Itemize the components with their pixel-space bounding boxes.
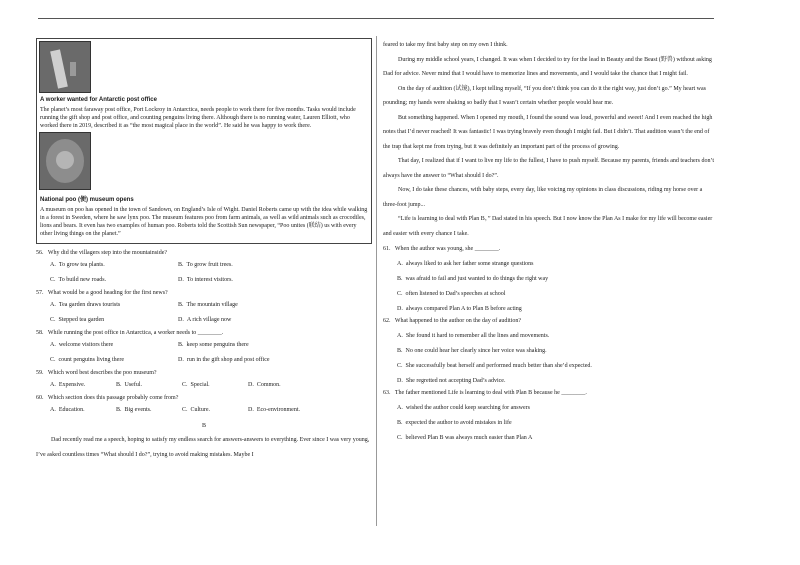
left-questions bbox=[36, 249, 372, 414]
option[interactable]: D. She regretted not accepting Dad’s advice. bbox=[397, 378, 506, 384]
news-heading-2: National poo (便) museum opens bbox=[40, 197, 134, 203]
passage-paragraph: Now, I do take these chances, with baby steps, every day, like voicing my opinions in class discussions, riding my horse over a three-foot jump... bbox=[383, 187, 703, 208]
left-column bbox=[36, 38, 372, 462]
column-divider bbox=[376, 36, 377, 526]
option[interactable]: C. She successfully beat herself and performed much better than she’d expected. bbox=[397, 363, 592, 369]
option[interactable]: B. Useful. bbox=[116, 382, 142, 388]
option[interactable]: C. count penguins living there bbox=[50, 357, 124, 363]
passage-paragraph: But something happened. When I opened my mouth, I found the sound was loud, powerful and sweet! And I even reached the high notes that I’d never reached! It was fantastic! I was trying bravely even though I might fail. But I didn’t. That audition wasn’t the end of the trap that kept me from trying, but it was definitely an important part of the process of growing. bbox=[383, 114, 713, 150]
news-box bbox=[36, 38, 372, 244]
section-b-label: B bbox=[201, 423, 206, 429]
option[interactable]: B. Big events. bbox=[116, 407, 152, 413]
passage-paragraph: “Life is learning to deal with Plan B，” Dad stated in his speech. But I now know the Plan As I make for my life will become easier and easier with every chance I take. bbox=[383, 216, 713, 237]
option[interactable]: B. keep some penguins there bbox=[178, 342, 249, 348]
option[interactable]: A. She found it hard to remember all the lines and movements. bbox=[397, 333, 550, 339]
question-62: 62. What happened to the author on the day of audition? bbox=[383, 318, 522, 324]
option[interactable]: D. always compared Plan A to Plan B before acting bbox=[397, 306, 522, 312]
option[interactable]: B. was afraid to fail and just wanted to do things the right way bbox=[397, 276, 549, 282]
option[interactable]: D. To interest visitors. bbox=[178, 277, 233, 283]
option[interactable]: C. Stepped tea garden bbox=[50, 317, 105, 323]
option[interactable]: D. Common. bbox=[248, 382, 281, 388]
option[interactable]: B. No one could hear her clearly since her voice was shaking. bbox=[397, 348, 547, 354]
passage-paragraph: On the day of audition (试镜), I kept telling myself, “If you don’t think you can do it the right way, just don’t go.” My heart was pounding; my hands were shaking so badly that I wasn’t certain whether people would hear me. bbox=[383, 85, 706, 106]
question-56: 56. Why did the villagers step into the mountainside? bbox=[36, 250, 168, 256]
question-59: 59. Which word best describes the poo museum? bbox=[36, 370, 157, 376]
options-56 bbox=[36, 261, 372, 284]
option[interactable]: B. expected the author to avoid mistakes in life bbox=[397, 420, 512, 426]
question-63: 63. The father mentioned Life is learning to deal with Plan B because he ________. bbox=[383, 390, 587, 396]
option[interactable]: C. To build new roads. bbox=[50, 277, 107, 283]
option[interactable]: D. run in the gift shop and post office bbox=[178, 357, 270, 363]
option[interactable]: D. Eco-environment. bbox=[248, 407, 300, 413]
option[interactable]: A. Education. bbox=[50, 407, 85, 413]
option[interactable]: A. To grow tea plants. bbox=[50, 262, 105, 268]
right-questions bbox=[383, 245, 715, 442]
option[interactable]: C. Special. bbox=[182, 382, 210, 388]
news-text-2: A museum on poo has opened in the town of Sandown, on England’s Isle of Wight. Daniel Roberts came up with the idea while walking in a forest in Sweden, where he saw lynx poo. The museum features poo from farm animals, as well as wild animals such as crocodiles, lions and bears. It even has two examples of human poo. Roberts told the Scottish Sun newspaper, “Poo unites (联结) us with every other living things on the planet.” bbox=[40, 207, 368, 237]
options-59 bbox=[36, 381, 372, 389]
question-57: 57. What would be a good heading for the first news? bbox=[36, 290, 168, 296]
right-column bbox=[383, 38, 715, 442]
options-60 bbox=[36, 406, 372, 414]
options-58 bbox=[36, 341, 372, 364]
option[interactable]: C. Culture. bbox=[182, 407, 210, 413]
question-61: 61. When the author was young, she ________. bbox=[383, 246, 501, 252]
top-rule bbox=[38, 18, 714, 19]
poo-museum-photo bbox=[39, 132, 91, 190]
news-text-1: The planet’s most faraway post office, Port Lockroy in Antarctica, needs people to work there for five months. Tasks would include running the gift shop and post office, and counting penguins living there. Although there is no running water, Lauren Elliott, who worked there in 2019, described it as “the most magical place in the world”. He said he was happy to work there. bbox=[40, 107, 356, 129]
question-60: 60. Which section does this passage probably come from? bbox=[36, 395, 179, 401]
option[interactable]: A. welcome visitors there bbox=[50, 342, 114, 348]
antarctic-photo bbox=[39, 41, 91, 93]
passage-paragraph: During my middle school years, I changed. It was when I decided to try for the lead in Beauty and the Beast (野兽) without asking Dad for advice. Never mind that I would have to memorize lines and movements, and I would take the chance that I might fail. bbox=[383, 56, 712, 77]
passage-paragraph: feared to take my first baby step on my own I think. bbox=[383, 42, 508, 48]
passage-paragraph: That day, I realized that if I want to live my life to the fullest, I have to push myself. Because my parents, friends and teachers don’t always have the answer to “What should I do?”. bbox=[383, 158, 715, 179]
option[interactable]: A. always liked to ask her father some strange questions bbox=[397, 261, 534, 267]
option[interactable]: A. Tea garden draws tourists bbox=[50, 302, 121, 308]
passage-b-paragraph: Dad recently read me a speech, hoping to satisfy my endless search for answers-answers to everything. Ever since I was very young, I’ve asked countless times “What should I do?”, trying to avoid making mistakes. Maybe I bbox=[36, 437, 370, 458]
option[interactable]: B. The mountain village bbox=[178, 302, 238, 308]
option[interactable]: A. wished the author could keep searching for answers bbox=[397, 405, 530, 411]
option[interactable]: C. believed Plan B was always much easier than Plan A bbox=[397, 435, 533, 441]
passage-b-continued bbox=[383, 38, 715, 241]
news-heading-1: A worker wanted for Antarctic post office bbox=[40, 97, 157, 103]
option[interactable]: D. A rich village now bbox=[178, 317, 232, 323]
option[interactable]: A. Expensive. bbox=[50, 382, 86, 388]
option[interactable]: C. often listened to Dad’s speeches at school bbox=[397, 291, 506, 297]
options-57 bbox=[36, 301, 372, 324]
question-58: 58. While running the post office in Antarctica, a worker needs to ________. bbox=[36, 330, 224, 336]
option[interactable]: B. To grow fruit trees. bbox=[178, 262, 233, 268]
